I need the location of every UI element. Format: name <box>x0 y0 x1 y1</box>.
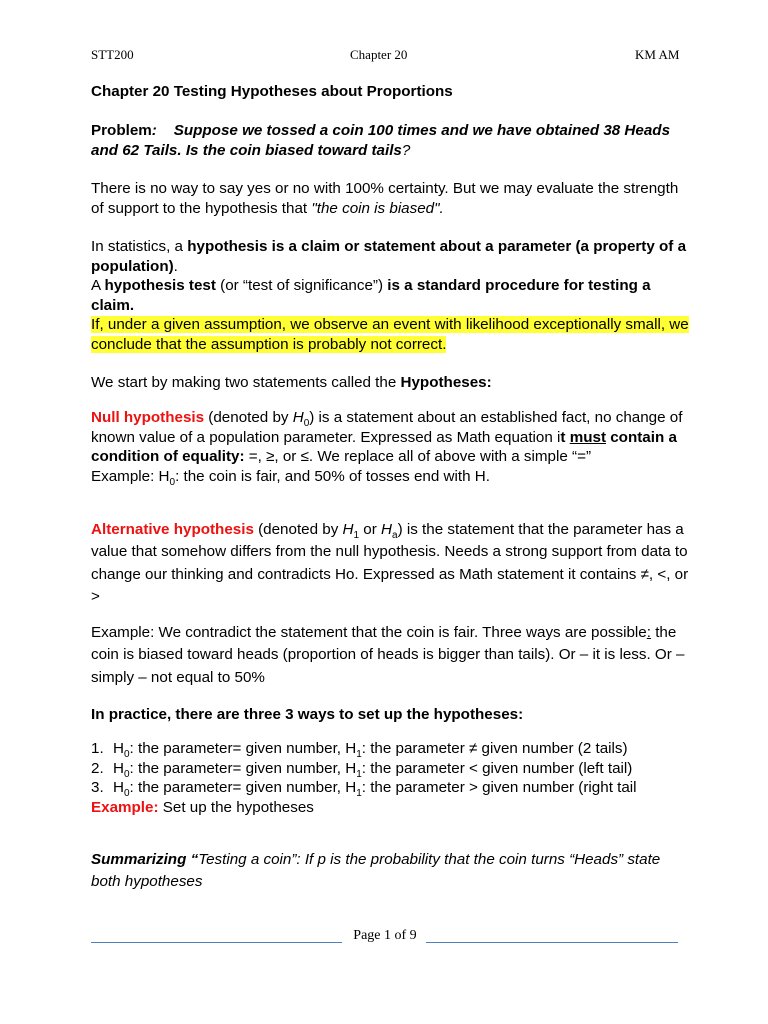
null-hypothesis-term: Null hypothesis <box>91 409 205 426</box>
definition-paragraph <box>91 237 691 354</box>
example-text: Set up the hypotheses <box>158 798 314 816</box>
statements-text: We start by making two statements called the <box>91 374 401 391</box>
page-number: Page 1 of 9 <box>353 928 417 943</box>
summary-paragraph <box>91 849 691 894</box>
way-b: : the parameter= given number, H <box>129 779 357 796</box>
summary-a: Summarizing “ <box>91 851 199 868</box>
footer-rule-right <box>426 942 678 943</box>
intro-paragraph <box>91 179 691 218</box>
example2-colon: : <box>646 624 651 641</box>
way-h1-sub: 1 <box>356 749 362 761</box>
footer-rule-left <box>91 942 342 943</box>
example2-b: the coin is biased toward heads (proportion of heads is bigger than tails). Or – it is less. Or – simply – not equal to 50% <box>91 624 685 686</box>
way-c: : the parameter > given number (right tail <box>361 779 637 796</box>
alt-ha-sub: a <box>392 530 398 542</box>
alt-t1: (denoted by <box>253 521 343 538</box>
alt-h1: H <box>342 521 354 538</box>
null-example-b: : the coin is fair, and 50% of tosses end with H. <box>175 467 490 485</box>
example-paragraph <box>91 622 691 689</box>
way-b: : the parameter= given number, H <box>129 759 357 777</box>
test-def-d: is a standard procedure for testing a claim. <box>91 277 651 314</box>
example-label: Example: <box>91 798 159 816</box>
way-h0-sub: 0 <box>123 749 130 761</box>
alt-h1-sub: 1 <box>353 530 360 542</box>
alt-or: or <box>359 521 382 538</box>
null-must: must <box>569 428 607 446</box>
summary-b: Testing a coin”: If p is the probability that the coin turns “Heads” state both hypotheses <box>91 851 661 891</box>
intro-text: There is no way to say yes or no with 100% certainty. But we may evaluate the strength of support to the hypothesis that <box>91 180 679 217</box>
list-item <box>91 739 691 759</box>
alt-ha: H <box>381 521 392 538</box>
way-h1-sub: 1 <box>356 788 362 800</box>
test-def-c: (or “test of significance”) <box>215 277 388 294</box>
header-authors: KM AM <box>635 47 680 62</box>
intro-quote: "the coin is biased". <box>311 199 444 217</box>
problem-colon: : <box>151 122 157 139</box>
way-b: : the parameter= given number, H <box>129 740 357 757</box>
alt-t2: ) is the statement that the parameter has a value that somehow differs from the null hypothesis. Needs a strong support from data to change our thinking and contradicts Ho. Expressed as Math statement it contains ≠, <, or > <box>91 521 689 605</box>
test-def-a: A <box>91 277 105 294</box>
alternative-hypothesis-term: Alternative hypothesis <box>91 521 254 538</box>
problem-paragraph <box>91 121 691 160</box>
list-item <box>91 759 691 779</box>
ways-list <box>91 739 691 817</box>
null-t2: ) is a statement about an established fact, no change of known value of a population parameter. Expressed as Math equation i <box>91 409 683 446</box>
way-h0-sub: 0 <box>123 788 130 800</box>
list-number: 2. <box>91 759 104 777</box>
hypothesis-def-b: hypothesis is a claim or statement about a parameter (a property of a population) <box>91 238 687 275</box>
problem-text: Suppose we tossed a coin 100 times and we have obtained 38 Heads and 62 Tails. Is the coin biased toward tails <box>91 122 671 159</box>
null-hypothesis-paragraph <box>91 408 691 486</box>
header-course: STT200 <box>91 47 134 62</box>
null-t4: =, ≥, or ≤. We replace all of above with a simple “=” <box>244 448 592 465</box>
problem-label: Problem <box>91 122 152 139</box>
statements-hypotheses: Hypotheses: <box>400 374 492 391</box>
null-t1: (denoted by <box>204 409 293 426</box>
list-item <box>91 778 691 798</box>
problem-question-mark: ? <box>401 141 411 159</box>
hypothesis-def-c: . <box>173 257 178 275</box>
way-h0: H <box>113 779 124 796</box>
highlighted-principle: If, under a given assumption, we observe an event with likelihood exceptionally small, we conclude that the assumption is probably not correct. <box>91 316 689 353</box>
way-h0-sub: 0 <box>123 768 130 780</box>
statements-paragraph <box>91 373 691 393</box>
practice-heading: In practice, there are three 3 ways to set up the hypotheses: <box>91 706 524 723</box>
way-c: : the parameter ≠ given number (2 tails) <box>361 740 628 757</box>
alternative-hypothesis-paragraph <box>91 519 691 608</box>
hypothesis-def-a: In statistics, a <box>91 238 188 255</box>
null-example-a: Example: H <box>91 467 170 485</box>
way-h0: H <box>113 759 124 777</box>
way-h1-sub: 1 <box>356 768 362 780</box>
null-example-sub: 0 <box>169 476 176 488</box>
page-title: Chapter 20 Testing Hypotheses about Proportions <box>91 83 453 100</box>
test-def-b: hypothesis test <box>104 277 216 294</box>
list-number: 1. <box>91 740 104 757</box>
null-t2b: t <box>560 428 566 446</box>
null-h: H <box>292 409 304 426</box>
way-h0: H <box>113 740 124 757</box>
way-c: : the parameter < given number (left tail) <box>361 759 633 777</box>
list-number: 3. <box>91 779 104 796</box>
null-sub: 0 <box>303 418 310 430</box>
example2-a: Example: We contradict the statement that the coin is fair. Three ways are possible <box>91 624 647 641</box>
null-t3: contain a condition of equality: <box>91 428 677 465</box>
header-chapter: Chapter 20 <box>350 47 408 62</box>
